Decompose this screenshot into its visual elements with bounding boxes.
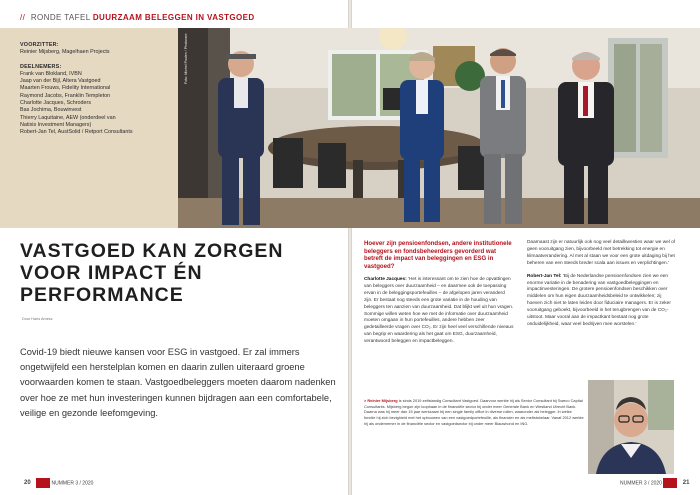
- question-heading: Hoever zijn pensioenfondsen, andere institutionele beleggers en fondsbeheerders gevorderd wat betreft de impact van beleggingen en ESG in vastgoed?: [364, 240, 512, 270]
- left-folio: [20, 478, 93, 488]
- chair-heading: VOORZITTER:: [20, 42, 59, 48]
- moderator-bio: [364, 398, 584, 427]
- participant: Natixis Investment Managers): [20, 121, 92, 128]
- issue-label: NUMMER 3 / 2020: [620, 480, 662, 487]
- publisher-tag: [36, 478, 50, 488]
- participant: Charlotte Jacques, Schroders: [20, 100, 92, 107]
- moderator-portrait: [588, 380, 674, 474]
- chair-name: Reinier Mijsberg, Magelhaen Projects: [20, 49, 110, 56]
- photo-credit: Foto: Michel Poolen / Photorare: [184, 33, 188, 84]
- page-number: 20: [24, 480, 31, 487]
- participant: Bas Jochima, Bouwinvest: [20, 107, 82, 114]
- issue-label: NUMMER 3 / 2020: [51, 480, 94, 487]
- section-kicker: [20, 13, 255, 22]
- speaker-name: Charlotte Jacques:: [364, 277, 407, 282]
- kicker-plain: RONDE TAFEL: [30, 13, 91, 22]
- publisher-tag: [663, 478, 677, 488]
- column-2: [527, 240, 677, 329]
- article-headline: [20, 240, 338, 306]
- bio-text: is sinds 2019 zelfstandig Consultant Vastgoed. Daarvoor werkte hij als Senior Consultant bij Sweco Capital Consultants. Mijsberg begon zijn loopbaan in de financiële sector bij onder meer Generale Bank en Westland Utrecht Bank. Daarna was hij meer dan 15 jaar werkzaam bij een single family office in diverse rollen, waaronder als belegger. In welke functie hij zich bezighield met het opbouwen van een vastgoedportefeuille, als financier en als mefistokelaar. Vanaf 2012 werkte hij als ondernemer in de financiële sector en vastgoedsector bij onder meer Blauwhond en ING.: [364, 398, 584, 426]
- participant: Robert-Jan Tel, AustSolid / Retport Consultants: [20, 129, 133, 136]
- group-photo-illustration: [178, 28, 700, 228]
- kicker-accent: DUURZAAM BELEGGEN IN VASTGOED: [92, 13, 255, 22]
- participant: Jaap van der Bijl, Altera Vastgoed: [20, 78, 101, 85]
- page-number: 21: [682, 480, 690, 487]
- column-1-text: 'Het is interessant om te zien hoe de opvattingen van beleggers over duurzaamheid – en daarmee ook de toepassing ervan in de beleggingsportefeuilles – de afgelopen jaren veranderd zijn. Er bestaat nog steeds een grote variatie in de houding van beleggers ten aanzien van duurzaamheid. Dat blijkt wel uit hun vragen. Sommige willen weten hoe we met de informatie over duurzaamheid moeten omgaan in hun portefeuilles, andere hebben zeer gedetailleerde vragen over CO₂. Er zijn heel veel verschillende niveaus van begrip en waardering als het gaat om ESG, duurzaamheid, verantwoord beleggen en impactbeleggen.: [364, 277, 514, 345]
- headline-line: VOOR IMPACT ÉN: [20, 262, 203, 284]
- headline-line: VASTGOED KAN ZORGEN: [20, 240, 284, 262]
- bio-name: Reinier Mijsberg: [367, 398, 398, 403]
- article-intro: Covid-19 biedt nieuwe kansen voor ESG in vastgoed. Er zal immers ongetwijfeld een herstelplan komen en daarin zullen uiteraard groene voorwaarden komen te staan. Vastgoedbeleggers moeten daarom nadenken over hoe ze met hun investeringen kunnen bijdragen aan een comfortabele, veilige en gezonde leefomgeving.: [20, 347, 336, 418]
- group-photo: [178, 28, 700, 228]
- participants-panel: [20, 42, 176, 137]
- right-folio: [620, 478, 693, 488]
- kicker-slashes: //: [20, 13, 26, 22]
- portrait-illustration: [588, 380, 674, 474]
- column-2-text-2: 'Bij de Nederlandse pensioenfondsen zien we een enorme variatie in de benadering van vastgoedbeleggingen en impactinvesteringen. De grotere pensioenfondsen beschikken over middelen om hun eigen duurzaamheidsbeleid te ontwikkelen; zij hoeven zich niet te laten leiden door fiduciaire managers. Er is zeker vooruitgang geboekt, bijvoorbeeld in het terugbrengen van de CO₂-uitstoot. Maar vooral aan de impactkant bestaat nog grote onduidelijkheid, waar veel bedrijven mee worstelen.': [527, 273, 671, 327]
- column-2-text: Daarnaast zijn er natuurlijk ook nog veel detailkwesties waar we wel of geen vooruitgang zien, bijvoorbeeld met betrekking tot energie en klimaatverandering. Al met al staan we voor een grote uitdaging bij het beheren van een steeds breder scala aan issues en verplichtingen.': [527, 240, 676, 266]
- headline-line: PERFORMANCE: [20, 284, 184, 306]
- byline: Door Hans Amesz: [22, 317, 53, 321]
- speaker-name: Robert-Jan Tel:: [527, 273, 562, 279]
- participant: Frank van Blokland, IVBN: [20, 70, 82, 77]
- participant: Thierry Laquitaine, AEW (onderdeel van: [20, 114, 116, 121]
- bio-arrow: >: [364, 398, 367, 403]
- column-1: [364, 277, 514, 346]
- participant: Raymond Jacobs, Franklin Templeton: [20, 92, 111, 99]
- participants-heading: DEELNEMERS:: [20, 63, 62, 70]
- participant: Maarten Frouws, Fidelity International: [20, 85, 111, 92]
